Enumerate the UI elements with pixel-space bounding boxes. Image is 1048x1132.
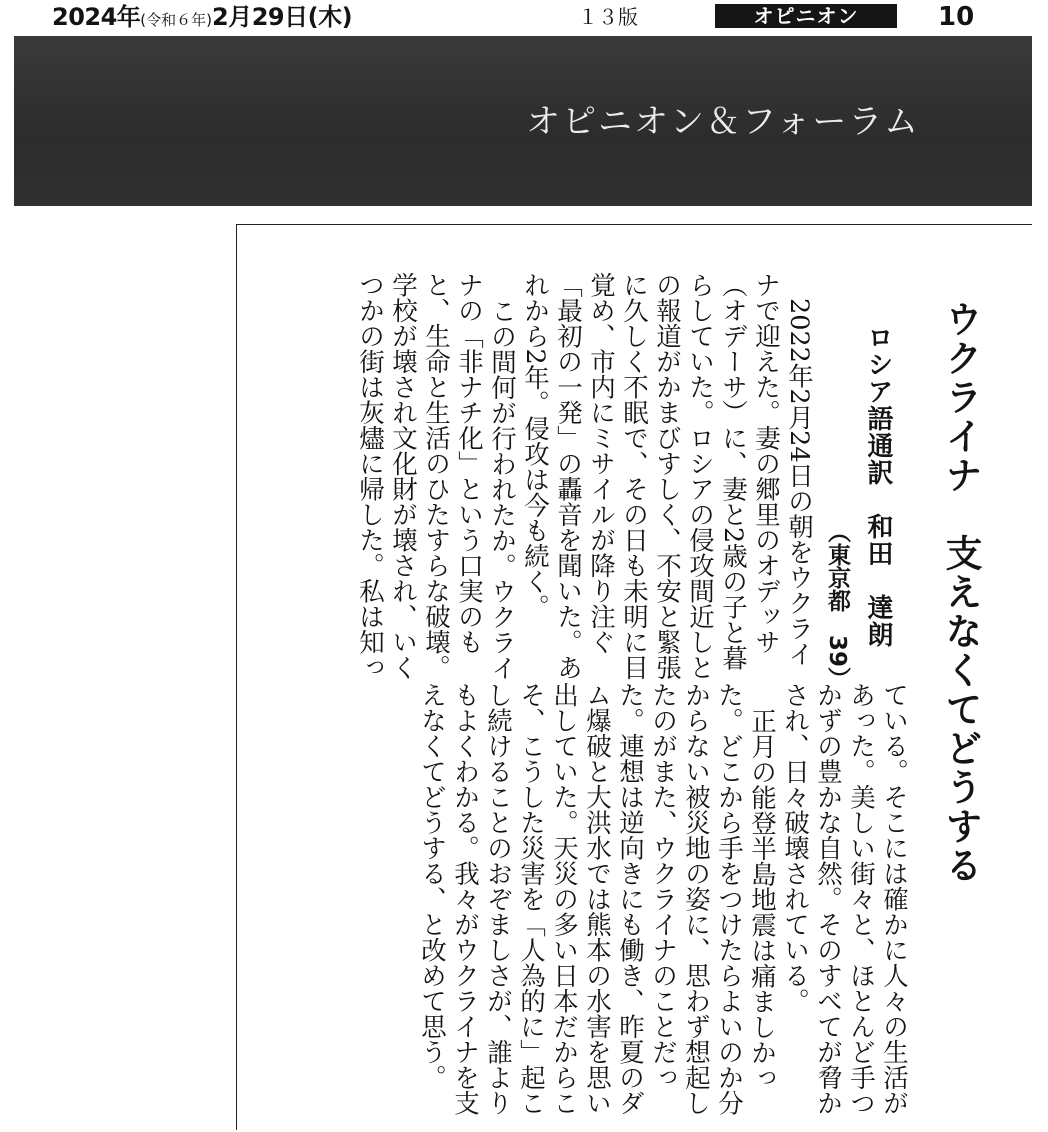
article-headline: ウクライナ 支えなくてどうする [939, 300, 983, 885]
article-body-lower [258, 682, 910, 1122]
date-day: 2月29日 [212, 3, 308, 31]
body-paragraph: この間何が行われたか。ウクライナの「非ナチ化」という口実のもと、生命と生活のひたすらな破壊。学校が壊され文化財が壊され、いくつかの街は灰燼に帰した。私は知っ [355, 272, 517, 680]
date-year: 2024年 [52, 3, 141, 31]
page-number: 10 [938, 2, 975, 32]
section-label: オピニオン [715, 4, 897, 28]
edition-label: １３版 [578, 5, 638, 29]
date-weekday: (木) [307, 3, 353, 31]
issue-date [52, 0, 352, 34]
page-header [0, 0, 1048, 34]
body-paragraph: 正月の能登半島地震は痛ましかった。どこから手をつけたらよいのか分からない被災地の姿に、思わず想起したのがまた、ウクライナのことだった。連想は逆向きにも働き、昨夏のダム爆破と大洪水では熊本の水害を思い出していた。天災の多い日本だからこそ、こうした災害を「人為的に」起こし続けることのおぞましさが、誰よりもよくわかる。我々がウクライナを支えなくてどうする、と改めて思う。 [417, 682, 777, 1116]
article-body-upper [258, 272, 815, 682]
body-paragraph: ている。そこには確かに人々の生活があった。美しい街々と、ほとんど手つかずの豊かな自然。そのすべてが脅かされ、日々破壊されている。 [780, 682, 909, 1116]
body-paragraph: 2022年2月24日の朝をウクライナで迎えた。妻の郷里のオデッサ（オデーサ）に、妻と2歳の子と暮らしていた。ロシアの侵攻間近しとの報道がかまびすしく、不安と緊張に久しく不眠で、その日も未明に目覚め、市内にミサイルが降り注ぐ「最初の一発」の轟音を聞いた。あれから2年。侵攻は今も続く。 [520, 272, 814, 680]
section-banner [14, 36, 1032, 206]
banner-title: オピニオン＆フォーラム [526, 102, 920, 142]
author-byline: ロシア語通訳 和田 達朗 [863, 324, 893, 648]
date-era: (令和６年) [140, 11, 213, 29]
author-place-age: （東京都 39） [824, 520, 850, 691]
